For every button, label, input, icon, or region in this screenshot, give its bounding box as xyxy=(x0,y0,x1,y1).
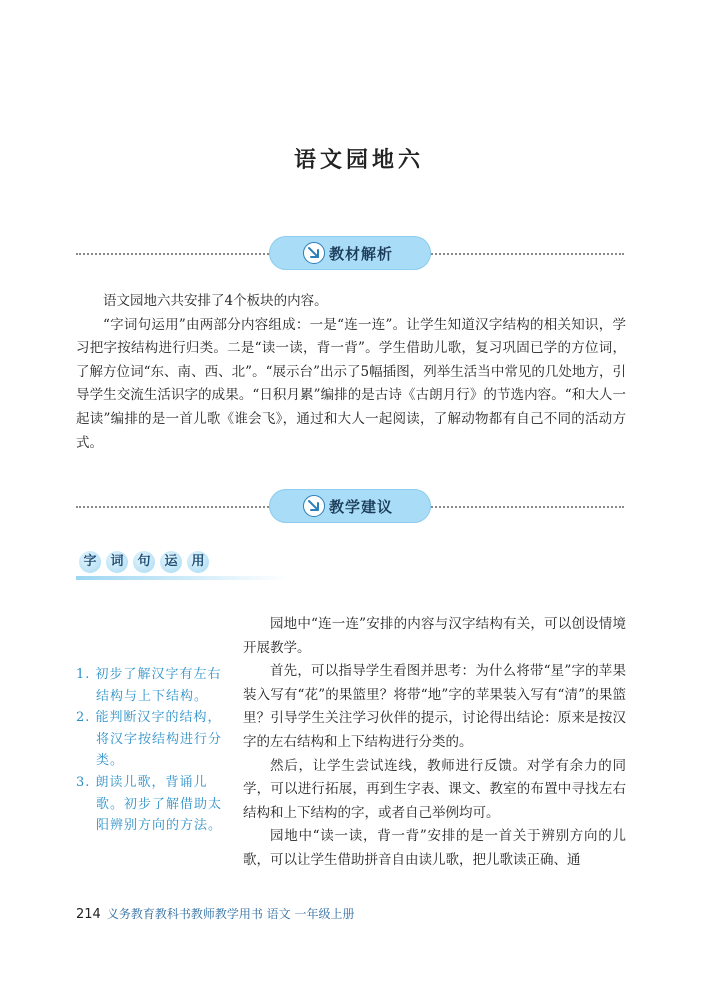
paragraph: 园地中“读一读，背一背”安排的是一首关于辨别方向的儿歌，可以让学生借助拼音自由读儿歌，把儿歌读正确、通 xyxy=(243,828,626,868)
section-label: 教学建议 xyxy=(329,498,394,516)
page-footer xyxy=(76,905,354,922)
paragraph: 语文园地六共安排了4个板块的内容。 xyxy=(103,293,328,309)
subheading-char: 运 xyxy=(160,551,182,573)
arrow-down-right-icon xyxy=(303,242,325,264)
section-pill xyxy=(269,489,431,523)
subheading-char: 词 xyxy=(106,551,128,573)
subheading-char: 用 xyxy=(187,551,209,573)
page-title: 语文园地六 xyxy=(293,147,424,173)
subheading-underline xyxy=(76,576,286,580)
goal-item: 3. 朗读儿歌，背诵儿歌。初步了解借助太阳辨别方向的方法。 xyxy=(76,774,223,834)
arrow-down-right-icon xyxy=(303,495,325,517)
analysis-text xyxy=(76,290,626,455)
goal-item: 2. 能判断汉字的结构，将汉字按结构进行分类。 xyxy=(76,710,223,769)
paragraph: 首先，可以指导学生看图并思考：为什么将带“星”字的苹果装入写有“花”的果篮里？将带“地”字的苹果装入写有“清”的果篮里？引导学生关注学习伙伴的提示，讨论得出结论：原来是按汉字的左右结构和上下结构进行分类的。 xyxy=(243,663,626,750)
section-pill xyxy=(269,236,431,270)
main-text xyxy=(243,613,626,873)
subheading-char: 字 xyxy=(79,551,101,573)
subheading-word-usage xyxy=(76,548,286,580)
section-header-suggestions xyxy=(76,489,624,525)
paragraph: 园地中“连一连”安排的内容与汉字结构有关，可以创设情境开展教学。 xyxy=(243,616,626,656)
paragraph: 然后，让学生尝试连线，教师进行反馈。对学有余力的同学，可以进行拓展，再到生字表、课文、教室的布置中寻找左右结构和上下结构的字，或者自己举例均可。 xyxy=(243,757,626,821)
page-number: 214 xyxy=(76,907,101,922)
section-label: 教材解析 xyxy=(329,245,394,263)
book-title: 义务教育教科书教师教学用书 语文 一年级上册 xyxy=(106,907,355,921)
goal-item: 1. 初步了解汉字有左右结构与上下结构。 xyxy=(76,667,222,704)
section-header-analysis xyxy=(76,236,624,272)
subheading-char: 句 xyxy=(133,551,155,573)
paragraph: “字词句运用”由两部分内容组成：一是“连一连”。让学生知道汉字结构的相关知识，学习把字按结构进行归类。二是“读一读，背一背”。学生借助儿歌，复习巩固已学的方位词，了解方位词“东、南、西、北”。“展示台”出示了5幅插图，列举生活当中常见的几处地方，引导学生交流生活识字的成果。“日积月累”编排的是古诗《古朗月行》的节选内容。“和大人一起读”编排的是一首儿歌《谁会飞》，通过和大人一起阅读，了解动物都有自己不同的活动方式。 xyxy=(76,316,626,451)
teaching-goals xyxy=(76,664,226,837)
